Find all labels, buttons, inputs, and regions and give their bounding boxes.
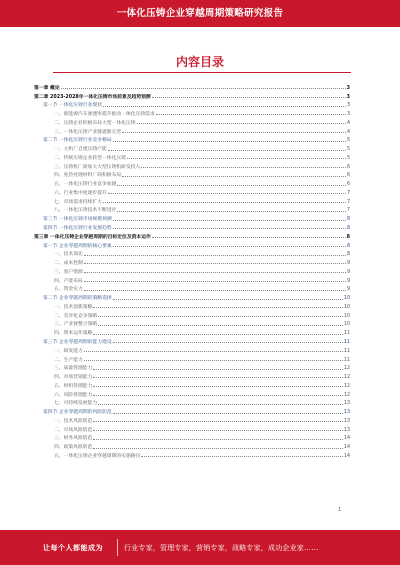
toc-entry-page: 3 bbox=[346, 94, 350, 100]
toc-entry-page: 8 bbox=[346, 226, 350, 232]
toc-leader-dots bbox=[98, 404, 343, 405]
toc-leader-dots bbox=[141, 456, 343, 457]
report-title: 一体化压铸企业穿越周期策略研究报告 bbox=[116, 8, 284, 19]
toc-entry-text: 七、可持续发展能力 bbox=[54, 401, 98, 407]
toc-entry[interactable] bbox=[34, 135, 350, 144]
toc-entry[interactable] bbox=[34, 292, 350, 301]
toc-entry-text: 四、市场营销能力 bbox=[54, 375, 93, 381]
toc-entry-page: 14 bbox=[343, 453, 350, 459]
toc-leader-dots bbox=[84, 281, 346, 282]
toc-entry-page: 3 bbox=[346, 112, 350, 118]
toc-entry-text: 三、质量管理能力 bbox=[54, 366, 93, 372]
toc-entry-text: 三、一体化压铸产业链逐渐完善 bbox=[54, 129, 122, 135]
toc-heading-rule bbox=[53, 72, 351, 73]
toc-entry-text: 四、资本运作策略 bbox=[54, 331, 93, 337]
toc-entry-text: 二、传统压铸企业转型一体化压铸 bbox=[54, 155, 126, 161]
footer-divider bbox=[117, 539, 118, 556]
toc-entry-page: 3 bbox=[346, 85, 350, 91]
toc-entry-page: 11 bbox=[343, 357, 350, 363]
toc-leader-dots bbox=[84, 263, 346, 264]
toc-leader-dots bbox=[93, 369, 343, 370]
toc-leader-dots bbox=[117, 185, 346, 186]
toc-entry[interactable] bbox=[34, 126, 350, 135]
toc-entry-page: 13 bbox=[343, 410, 350, 416]
toc-entry[interactable] bbox=[34, 450, 350, 459]
toc-leader-dots bbox=[152, 237, 346, 238]
toc-entry[interactable] bbox=[34, 117, 350, 126]
toc-entry-page: 10 bbox=[343, 313, 350, 319]
toc-entry-text: 六、行业集中度逐步提升 bbox=[54, 190, 107, 196]
toc-entry[interactable] bbox=[34, 327, 350, 336]
toc-leader-dots bbox=[156, 114, 346, 115]
toc-entry-text: 第一节 一体化压铸行业现状 bbox=[43, 103, 103, 109]
toc-entry[interactable] bbox=[34, 240, 350, 249]
toc-entry[interactable] bbox=[34, 82, 350, 91]
toc-leader-dots bbox=[113, 342, 343, 343]
toc-entry-page: 13 bbox=[343, 418, 350, 424]
toc-entry[interactable] bbox=[34, 336, 350, 345]
toc-entry-text: 二、成本控制 bbox=[54, 261, 83, 267]
toc-entry-text: 八、一体化压铸技术不断进步 bbox=[54, 208, 117, 214]
toc-leader-dots bbox=[113, 413, 343, 414]
toc-entry[interactable] bbox=[34, 108, 350, 117]
toc-leader-dots bbox=[103, 106, 346, 107]
toc-leader-dots bbox=[93, 307, 343, 308]
toc-entry[interactable] bbox=[34, 363, 350, 372]
toc-entry[interactable] bbox=[34, 187, 350, 196]
toc-entry-page: 13 bbox=[343, 427, 350, 433]
toc-leader-dots bbox=[93, 448, 343, 449]
toc-leader-dots bbox=[108, 193, 346, 194]
toc-entry[interactable] bbox=[34, 178, 350, 187]
page-number: 1 bbox=[338, 507, 342, 513]
toc-leader-dots bbox=[103, 202, 346, 203]
toc-entry-page: 7 bbox=[346, 190, 350, 196]
toc-entry-text: 二、差异化竞争策略 bbox=[54, 313, 98, 319]
toc-leader-dots bbox=[141, 167, 346, 168]
toc-leader-dots bbox=[93, 421, 343, 422]
toc-entry[interactable] bbox=[34, 354, 350, 363]
toc-heading: 内容目录 bbox=[175, 55, 224, 69]
toc-entry-page: 3 bbox=[346, 103, 350, 109]
toc-leader-dots bbox=[93, 377, 343, 378]
toc-entry[interactable] bbox=[34, 222, 350, 231]
toc-leader-dots bbox=[122, 176, 346, 177]
toc-entry-text: 二、压铸企业积极布局大型一体化压铸 bbox=[54, 120, 136, 126]
toc-leader-dots bbox=[113, 228, 346, 229]
toc-entry[interactable] bbox=[34, 275, 350, 284]
toc-entry-text: 一、技术风险防范 bbox=[54, 418, 93, 424]
toc-entry[interactable] bbox=[34, 152, 350, 161]
toc-entry-text: 五、一体化压铸企业穿越周期的实施路径 bbox=[54, 453, 141, 459]
toc-entry[interactable] bbox=[34, 301, 350, 310]
toc-entry-page: 12 bbox=[343, 375, 350, 381]
toc-entry-text: 二、市场风险防范 bbox=[54, 427, 93, 433]
toc-entry-text: 三、产业链整合策略 bbox=[54, 322, 98, 328]
toc-entry[interactable] bbox=[34, 406, 350, 415]
toc-leader-dots bbox=[122, 132, 346, 133]
toc-leader-dots bbox=[93, 386, 343, 387]
toc-entry-page: 8 bbox=[346, 252, 350, 258]
toc-entry-page: 8 bbox=[346, 234, 350, 240]
toc-entry-text: 第四节 企业穿越周期的风险防范 bbox=[43, 410, 112, 416]
toc-entry-text: 七、市场需求持续扩大 bbox=[54, 199, 102, 205]
toc-leader-dots bbox=[84, 290, 346, 291]
toc-entry-page: 6 bbox=[346, 173, 350, 179]
toc-entry-page: 11 bbox=[343, 339, 350, 345]
toc-entry[interactable] bbox=[34, 310, 350, 319]
toc-leader-dots bbox=[84, 351, 343, 352]
toc-entry[interactable] bbox=[34, 100, 350, 109]
toc-entry[interactable] bbox=[34, 441, 350, 450]
toc-entry-text: 一、技术创新策略 bbox=[54, 304, 93, 310]
toc-leader-dots bbox=[93, 439, 343, 440]
toc-entry-page: 6 bbox=[346, 164, 350, 170]
toc-entry-page: 4 bbox=[346, 120, 350, 126]
toc-entry[interactable] bbox=[34, 249, 350, 258]
toc-entry-text: 一、主机厂自建压铸产能 bbox=[54, 147, 107, 153]
footer-slogan-right: 行业专家，管理专家，营销专家，战略专家，成功企业家…… bbox=[124, 544, 319, 552]
toc-entry-page: 6 bbox=[346, 182, 350, 188]
report-header-bar bbox=[0, 0, 400, 27]
toc-entry[interactable] bbox=[34, 170, 350, 179]
toc-entry-page: 9 bbox=[346, 287, 350, 293]
toc-entry[interactable] bbox=[34, 380, 350, 389]
toc-entry[interactable] bbox=[34, 345, 350, 354]
toc-entry-page: 12 bbox=[343, 383, 350, 389]
toc-entry-page: 10 bbox=[343, 296, 350, 302]
toc-leader-dots bbox=[113, 141, 346, 142]
toc-leader-dots bbox=[152, 97, 346, 98]
toc-entry-page: 12 bbox=[343, 366, 350, 372]
toc-entry[interactable] bbox=[34, 266, 350, 275]
toc-leader-dots bbox=[113, 246, 346, 247]
toc-leader-dots bbox=[93, 430, 343, 431]
toc-leader-dots bbox=[93, 334, 343, 335]
toc-entry-page: 14 bbox=[343, 436, 350, 442]
toc-entry-text: 三、客户资源 bbox=[54, 269, 83, 275]
toc-entry-text: 第一章 概论 bbox=[34, 85, 60, 91]
toc-entry-text: 四、免热处理材料厂商积极布局 bbox=[54, 173, 122, 179]
toc-entry[interactable] bbox=[34, 161, 350, 170]
toc-entry[interactable] bbox=[34, 231, 350, 240]
toc-entry-text: 三、压铸机厂商加大大型压铸机研发投入 bbox=[54, 164, 141, 170]
toc-entry[interactable] bbox=[34, 319, 350, 328]
toc-entry-page: 5 bbox=[346, 155, 350, 161]
table-of-contents bbox=[34, 82, 350, 459]
toc-entry-text: 一、技术领先 bbox=[54, 252, 83, 258]
toc-entry-page: 14 bbox=[343, 445, 350, 451]
toc-entry-page: 9 bbox=[346, 278, 350, 284]
toc-entry-page: 10 bbox=[343, 304, 350, 310]
toc-entry-text: 第三章 一体化压铸企业穿越周期的目标定位及资本运作 bbox=[34, 234, 151, 240]
toc-entry-page: 7 bbox=[346, 199, 350, 205]
toc-entry[interactable] bbox=[34, 213, 350, 222]
toc-entry[interactable] bbox=[34, 424, 350, 433]
toc-leader-dots bbox=[113, 299, 343, 300]
toc-entry-page: 7 bbox=[346, 208, 350, 214]
toc-entry-text: 三、财务风险防范 bbox=[54, 436, 93, 442]
toc-leader-dots bbox=[98, 316, 343, 317]
toc-entry-text: 五、资金实力 bbox=[54, 287, 83, 293]
toc-entry[interactable] bbox=[34, 91, 350, 100]
toc-entry-page: 5 bbox=[346, 147, 350, 153]
toc-entry-text: 二、生产能力 bbox=[54, 357, 83, 363]
toc-entry[interactable] bbox=[34, 389, 350, 398]
toc-leader-dots bbox=[127, 158, 346, 159]
toc-entry-text: 五、组织管理能力 bbox=[54, 383, 93, 389]
toc-entry-text: 五、一体化压铸行业竞争加剧 bbox=[54, 182, 117, 188]
toc-entry[interactable] bbox=[34, 196, 350, 205]
toc-leader-dots bbox=[93, 395, 343, 396]
toc-entry-text: 第二章 2023-2028年一体化压铸市场前景及趋势预测 bbox=[34, 94, 151, 100]
toc-leader-dots bbox=[108, 150, 346, 151]
toc-entry-page: 4 bbox=[346, 129, 350, 135]
toc-entry[interactable] bbox=[34, 205, 350, 214]
toc-entry-text: 四、政策风险防范 bbox=[54, 445, 93, 451]
toc-entry[interactable] bbox=[34, 257, 350, 266]
toc-entry-page: 9 bbox=[346, 269, 350, 275]
toc-leader-dots bbox=[117, 211, 346, 212]
toc-leader-dots bbox=[137, 123, 346, 124]
toc-entry-page: 10 bbox=[343, 322, 350, 328]
toc-entry[interactable] bbox=[34, 284, 350, 293]
toc-entry-page: 13 bbox=[343, 401, 350, 407]
toc-entry-page: 5 bbox=[346, 138, 350, 144]
toc-entry-text: 第三节 一体化压铸市场规模预测 bbox=[43, 217, 112, 223]
toc-entry-page: 11 bbox=[343, 348, 350, 354]
toc-entry[interactable] bbox=[34, 398, 350, 407]
toc-leader-dots bbox=[113, 220, 346, 221]
toc-entry-text: 第二节 企业穿越周期的策略选择 bbox=[43, 296, 112, 302]
toc-entry-page: 8 bbox=[346, 243, 350, 249]
toc-leader-dots bbox=[98, 325, 343, 326]
toc-entry-text: 第一节 企业穿越周期的核心要素 bbox=[43, 243, 112, 249]
toc-entry-page: 8 bbox=[346, 217, 350, 223]
toc-entry-text: 第四节 一体化压铸行业发展趋势 bbox=[43, 226, 112, 232]
toc-entry[interactable] bbox=[34, 433, 350, 442]
toc-entry[interactable] bbox=[34, 371, 350, 380]
toc-entry[interactable] bbox=[34, 143, 350, 152]
toc-entry-text: 六、风险管理能力 bbox=[54, 392, 93, 398]
footer-bar bbox=[0, 530, 400, 565]
toc-leader-dots bbox=[84, 360, 343, 361]
toc-entry-text: 第三节 企业穿越周期的能力建设 bbox=[43, 339, 112, 345]
toc-entry-page: 11 bbox=[343, 331, 350, 337]
footer-slogan-left: 让每个人都能成为 bbox=[43, 544, 103, 552]
toc-leader-dots bbox=[61, 88, 346, 89]
toc-leader-dots bbox=[84, 255, 346, 256]
toc-entry-text: 第二节 一体化压铸行业竞争格局 bbox=[43, 138, 112, 144]
toc-leader-dots bbox=[84, 272, 346, 273]
toc-entry-text: 四、产能布局 bbox=[54, 278, 83, 284]
toc-entry-page: 12 bbox=[343, 392, 350, 398]
toc-entry-page: 9 bbox=[346, 261, 350, 267]
toc-entry-text: 一、新能源汽车渗透率提升推动一体化压铸需求 bbox=[54, 112, 155, 118]
toc-entry-text: 一、研发能力 bbox=[54, 348, 83, 354]
toc-entry[interactable] bbox=[34, 415, 350, 424]
